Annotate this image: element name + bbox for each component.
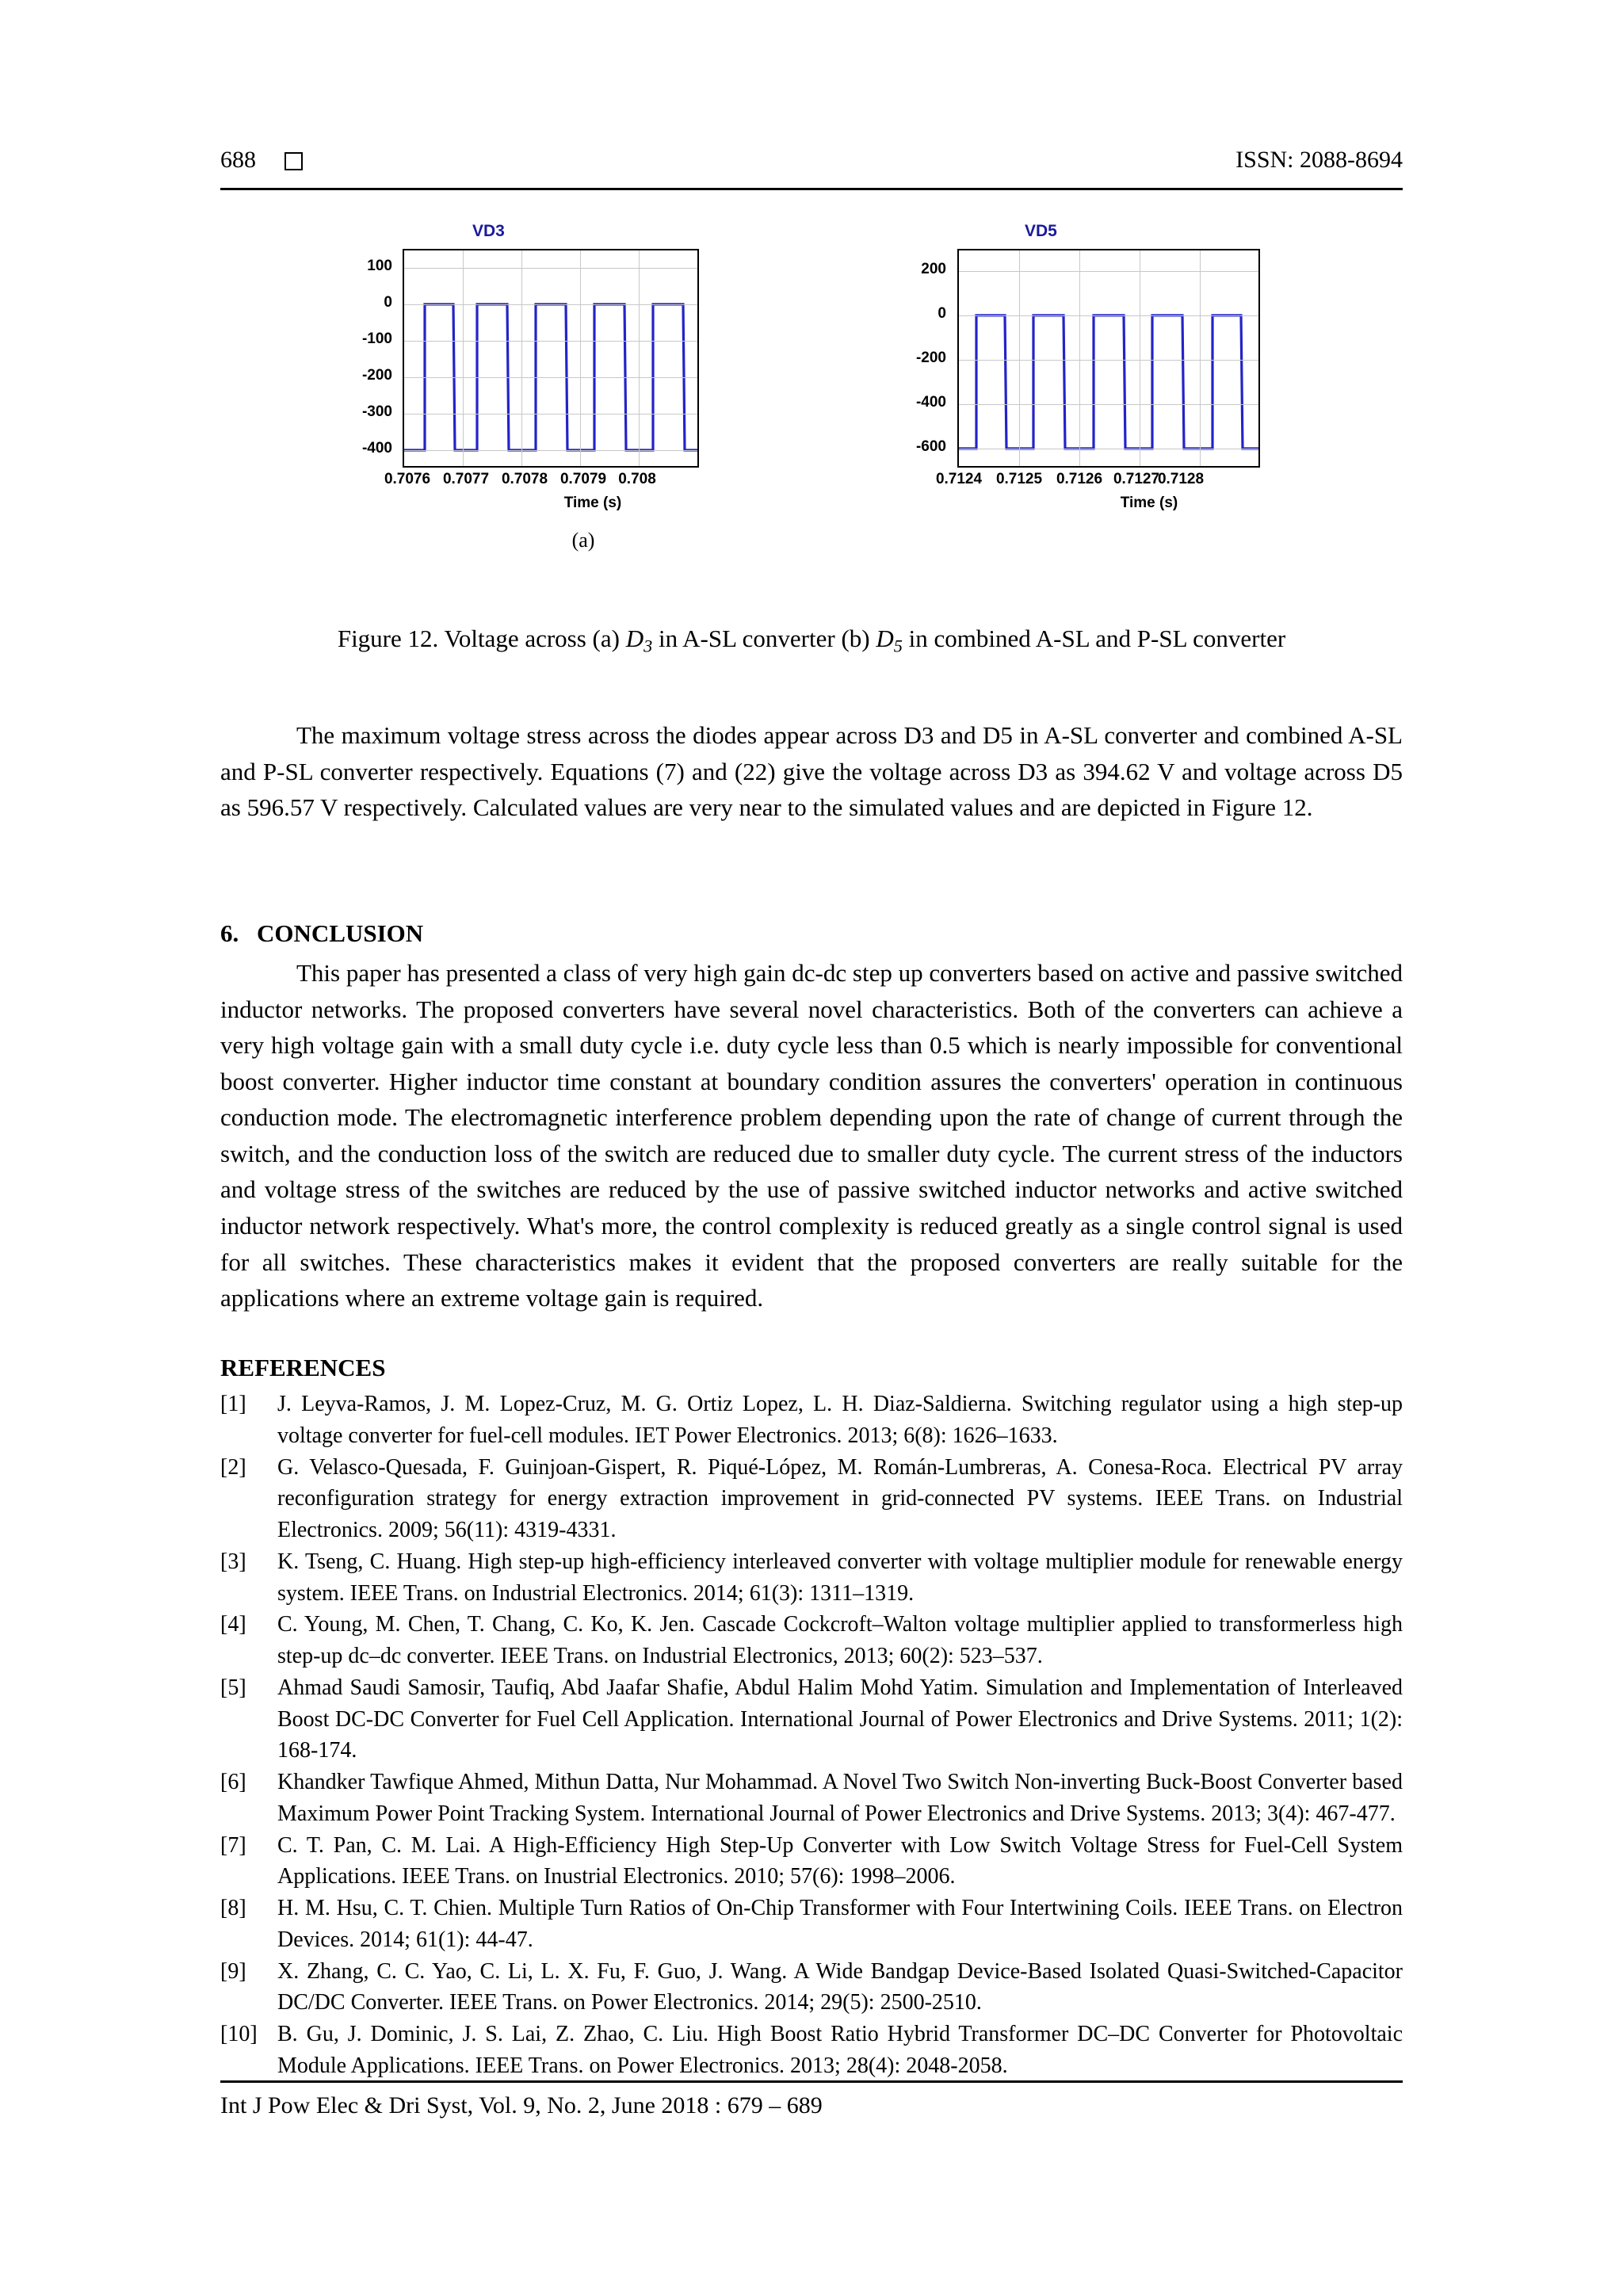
header-divider: [220, 188, 1403, 190]
figure-caption-d5: D: [876, 625, 894, 652]
reference-item: [220, 1956, 1403, 2019]
reference-number: [2]: [220, 1454, 246, 1480]
ytick-label: -100: [361, 330, 392, 347]
ytick-label: -600: [915, 438, 946, 455]
references-heading: REFERENCES: [220, 1354, 386, 1381]
reference-item: [220, 1830, 1403, 1893]
ytick-label: -300: [361, 403, 392, 420]
chart-vd3-xtick-labels: [314, 471, 805, 491]
figure-caption-d3: D: [625, 625, 644, 652]
page-header: [220, 147, 1403, 174]
reference-item: [220, 2019, 1403, 2082]
xtick-label: 0.7079: [559, 471, 607, 487]
reference-item: [220, 1893, 1403, 1956]
ytick-label: -200: [361, 367, 392, 384]
xtick-label: 0.7128: [1157, 471, 1205, 487]
ytick-label: -400: [361, 440, 392, 457]
voltage-stress-paragraph: The maximum voltage stress across the diodes appear across D3 and D5 in A-SL converter and combined A-SL and P-SL converter respectively. Equations (7) and (22) give the voltage across D3 as 394.62 V and voltage across D5 as 596.57 V respectively. Calculated values are very near to the simulated values and are depicted in Figure 12.: [220, 721, 1403, 822]
figure-caption-mid: in A-SL converter (b): [652, 625, 876, 652]
ytick-label: 100: [367, 258, 392, 274]
chart-vd3-series-line: [404, 250, 697, 466]
reference-item: [220, 1609, 1403, 1672]
xtick-label: 0.7124: [935, 471, 983, 487]
ytick-label: 0: [938, 305, 946, 322]
xtick-label: 0.7127: [1113, 471, 1160, 487]
reference-text: Ahmad Saudi Samosir, Taufiq, Abd Jaafar Shafie, Abdul Halim Mohd Yatim. Simulation and Implementation of Interleaved Boost DC-DC Converter for Fuel Cell Application. International Journal of Power Electronics and Drive Systems. 2011; 1(2): 168-174.: [277, 1675, 1403, 1763]
issn-label: ISSN: 2088-8694: [1235, 147, 1403, 173]
gridline: [639, 250, 640, 466]
xtick-label: 0.7126: [1056, 471, 1103, 487]
reference-text: Khandker Tawfique Ahmed, Mithun Datta, Nur Mohammad. A Novel Two Switch Non-inverting Buck-Boost Converter based Maximum Power Point Tracking System. International Journal of Power Electronics and Drive Systems. 2013; 3(4): 467-477.: [277, 1770, 1403, 1826]
gridline: [1200, 250, 1201, 466]
reference-text: G. Velasco-Quesada, F. Guinjoan-Gispert, R. Piqué-López, M. Román-Lumbreras, A. Conesa-Roca. Electrical PV array reconfiguration strategy for energy extraction improvement in grid-connected PV systems. IEEE Trans. on Industrial Electronics. 2009; 56(11): 4319-4331.: [277, 1454, 1403, 1542]
ytick-label: 200: [921, 261, 946, 277]
figure-caption-d5-sub: 5: [893, 636, 903, 656]
chart-vd3-title: VD3: [472, 222, 505, 240]
chart-vd5-title: VD5: [1025, 222, 1057, 240]
gridline: [404, 377, 697, 378]
xtick-label: 0.7125: [995, 471, 1043, 487]
gridline: [580, 250, 581, 466]
reference-text: B. Gu, J. Dominic, J. S. Lai, Z. Zhao, C. Liu. High Boost Ratio Hybrid Transformer DC–DC Converter for Photovoltaic Module Applications. IEEE Trans. on Power Electronics. 2013; 28(4): 2048-2058.: [277, 2022, 1403, 2078]
gridline: [959, 315, 1258, 316]
gridline: [404, 341, 697, 342]
conclusion-paragraph: This paper has presented a class of very high gain dc-dc step up converters based on active and passive switched inductor networks. The proposed converters have several novel characteristics. Both of the converters can achieve a very high voltage gain with a small duty cycle i.e. duty cycle less than 0.5 which is nearly impossible for conventional boost converter. Higher inductor time constant at boundary condition assures the converters' operation in continuous conduction mode. The electromagnetic interference problem depending upon the rate of change of current through the switch, and the conduction loss of the switch are reduced due to smaller duty cycle. The current stress of the inductors and voltage stress of the switches are reduced by the use of passive switched inductor networks and active switched inductor network respectively. What's more, the control complexity is reduced greatly as a single control signal is used for all switches. These characteristics makes it evident that the proposed converters are really suitable for the applications where an extreme voltage gain is required.: [220, 959, 1403, 1312]
reference-number: [8]: [220, 1896, 246, 1920]
reference-number: [10]: [220, 2022, 258, 2046]
reference-number: [7]: [220, 1832, 246, 1858]
figure-12-area: [220, 208, 1403, 604]
gridline: [463, 250, 464, 466]
conclusion-heading: [220, 919, 1403, 948]
reference-number: [3]: [220, 1549, 246, 1574]
xtick-label: 0.7078: [501, 471, 548, 487]
page-number: 688: [220, 147, 256, 173]
reference-number: [5]: [220, 1675, 246, 1700]
reference-item: [220, 1767, 1403, 1830]
reference-number: [9]: [220, 1958, 246, 1984]
reference-item: [220, 1389, 1403, 1452]
ytick-label: -200: [915, 350, 946, 366]
chart-vd5-xaxis-title: Time (s): [1120, 495, 1178, 511]
gridline: [521, 250, 522, 466]
chart-vd3-plot-area: [403, 249, 699, 468]
reference-text: J. Leyva-Ramos, J. M. Lopez-Cruz, M. G. Ortiz Lopez, L. H. Diaz-Saldierna. Switching regulator using a high step-up voltage converter for fuel-cell modules. IET Power Electronics. 2013; 6(8): 1626–1633.: [277, 1392, 1403, 1448]
gridline: [1079, 250, 1080, 466]
reference-item: [220, 1452, 1403, 1546]
gridline: [959, 404, 1258, 405]
chart-vd5-xtick-labels: [854, 471, 1346, 491]
gridline: [404, 450, 697, 451]
chart-vd3-ytick-labels: [314, 249, 397, 464]
xtick-label: 0.708: [618, 471, 656, 487]
conclusion-title: CONCLUSION: [257, 919, 424, 947]
figure-caption-d3-sub: 3: [643, 636, 653, 656]
references-list: [220, 1389, 1403, 2082]
ytick-label: -400: [915, 394, 946, 411]
gridline: [404, 268, 697, 269]
footer-journal-info: Int J Pow Elec & Dri Syst, Vol. 9, No. 2, June 2018 : 679 – 689: [220, 2092, 823, 2118]
figure-caption-post: in combined A-SL and P-SL converter: [902, 625, 1286, 652]
reference-number: [4]: [220, 1612, 246, 1637]
gridline: [959, 360, 1258, 361]
header-left-group: [220, 147, 303, 174]
xtick-label: 0.7076: [384, 471, 431, 487]
chart-vd3-subcaption: (a): [571, 529, 595, 552]
gridline: [404, 414, 697, 415]
chart-vd3-xaxis-title: Time (s): [563, 495, 622, 511]
xtick-label: 0.7077: [442, 471, 490, 487]
gridline: [1019, 250, 1020, 466]
chart-vd5-ytick-labels: [854, 249, 951, 464]
chart-vd5-series-line: [959, 250, 1258, 466]
reference-number: [1]: [220, 1392, 246, 1416]
reference-text: K. Tseng, C. Huang. High step-up high-efficiency interleaved converter with voltage multiplier module for renewable energy system. IEEE Trans. on Industrial Electronics. 2014; 61(3): 1311–1319.: [277, 1549, 1403, 1606]
reference-item: [220, 1546, 1403, 1610]
figure-caption: [220, 625, 1403, 657]
gridline: [404, 304, 697, 305]
chart-vd5-plot-area: [957, 249, 1260, 468]
figure-caption-pre: Figure 12. Voltage across (a): [337, 625, 626, 652]
square-marker-icon: [285, 152, 303, 170]
gridline: [959, 271, 1258, 272]
reference-text: H. M. Hsu, C. T. Chien. Multiple Turn Ratios of On-Chip Transformer with Four Intertwining Coils. IEEE Trans. on Electron Devices. 2014; 61(1): 44-47.: [277, 1896, 1403, 1952]
reference-text: C. Young, M. Chen, T. Chang, C. Ko, K. Jen. Cascade Cockcroft–Walton voltage multiplier applied to transformerless high step-up dc–dc converter. IEEE Trans. on Industrial Electronics, 2013; 60(2): 523–537.: [277, 1612, 1403, 1668]
reference-text: X. Zhang, C. C. Yao, C. Li, L. X. Fu, F. Guo, J. Wang. A Wide Bandgap Device-Based Isolated Quasi-Switched-Capacitor DC/DC Converter. IEEE Trans. on Power Electronics. 2014; 29(5): 2500-2510.: [277, 1958, 1403, 2015]
ytick-label: 0: [384, 294, 392, 311]
reference-text: C. T. Pan, C. M. Lai. A High-Efficiency High Step-Up Converter with Low Switch Voltage Stress for Fuel-Cell System Applications. IEEE Trans. on Inustrial Electronics. 2010; 57(6): 1998–2006.: [277, 1832, 1403, 1889]
reference-number: [6]: [220, 1770, 246, 1794]
footer-divider: [220, 2080, 1403, 2083]
reference-item: [220, 1672, 1403, 1767]
conclusion-number: 6.: [220, 919, 239, 947]
